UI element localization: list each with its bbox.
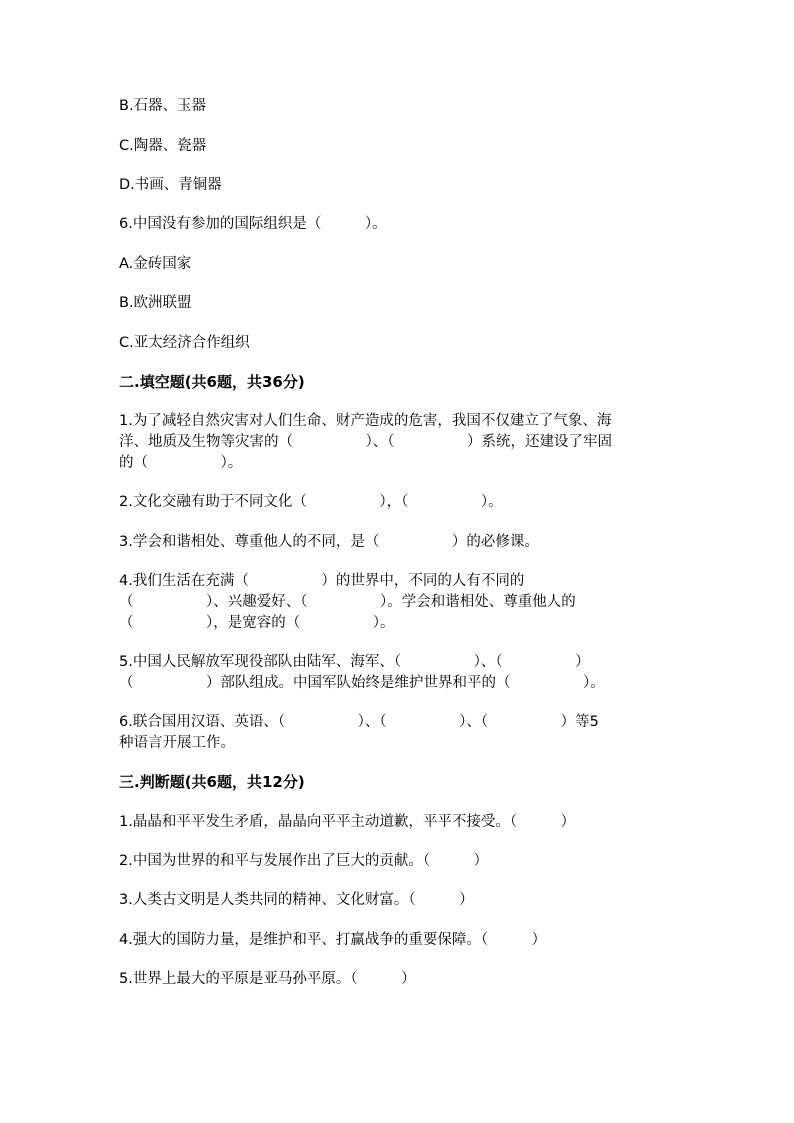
question-6-option-b: B.欧洲联盟	[119, 295, 192, 311]
fill-q6-line1: 6.联合国用汉语、英语、（ ）、（ ）、（ ）等5	[119, 714, 599, 730]
fill-q4-line2: （ ）、兴趣爱好、（ ）。学会和谐相处、尊重他人的	[119, 594, 576, 610]
judge-q4: 4.强大的国防力量，是维护和平、打赢战争的重要保障。（ ）	[119, 932, 547, 948]
fill-q5-line2: （ ）部队组成。中国军队始终是维护世界和平的（ ）。	[119, 675, 605, 691]
fill-q4-line3: （ ），是宽容的（ ）。	[119, 615, 395, 631]
question-6-stem: 6.中国没有参加的国际组织是（ ）。	[119, 216, 387, 232]
fill-q1-line2: 洋、地质及生物等灾害的（ ）、（ ）系统，还建设了牢固	[119, 434, 612, 450]
judge-q2: 2.中国为世界的和平与发展作出了巨大的贡献。（ ）	[119, 853, 489, 869]
section-3-heading: 三.判断题(共6题，共12分)	[119, 773, 305, 791]
section-2-heading: 二.填空题(共6题，共36分)	[119, 373, 305, 391]
fill-q1-line3: 的（ ）。	[119, 455, 243, 471]
option-c-prev: C.陶器、瓷器	[119, 138, 207, 154]
option-d-prev: D.书画、青铜器	[119, 177, 222, 193]
option-b-prev: B.石器、玉器	[119, 98, 207, 114]
judge-q1: 1.晶晶和平平发生矛盾，晶晶向平平主动道歉，平平不接受。（ ）	[119, 814, 576, 830]
fill-q6-line2: 种语言开展工作。	[119, 735, 235, 751]
fill-q5-line1: 5.中国人民解放军现役部队由陆军、海军、（ ）、（ ）	[119, 654, 590, 670]
fill-q2-line1: 2.文化交融有助于不同文化（ ），（ ）。	[119, 494, 503, 510]
fill-q1-line1: 1.为了减轻自然灾害对人们生命、财产造成的危害，我国不仅建立了气象、海	[119, 413, 612, 429]
question-6-option-c: C.亚太经济合作组织	[119, 335, 250, 351]
judge-q5: 5.世界上最大的平原是亚马孙平原。（ ）	[119, 971, 416, 987]
question-6-option-a: A.金砖国家	[119, 256, 192, 272]
fill-q3-line1: 3.学会和谐相处、尊重他人的不同，是（ ）的必修课。	[119, 534, 539, 550]
fill-q4-line1: 4.我们生活在充满（ ）的世界中，不同的人有不同的	[119, 573, 525, 589]
judge-q3: 3.人类古文明是人类共同的精神、文化财富。（ ）	[119, 892, 474, 908]
